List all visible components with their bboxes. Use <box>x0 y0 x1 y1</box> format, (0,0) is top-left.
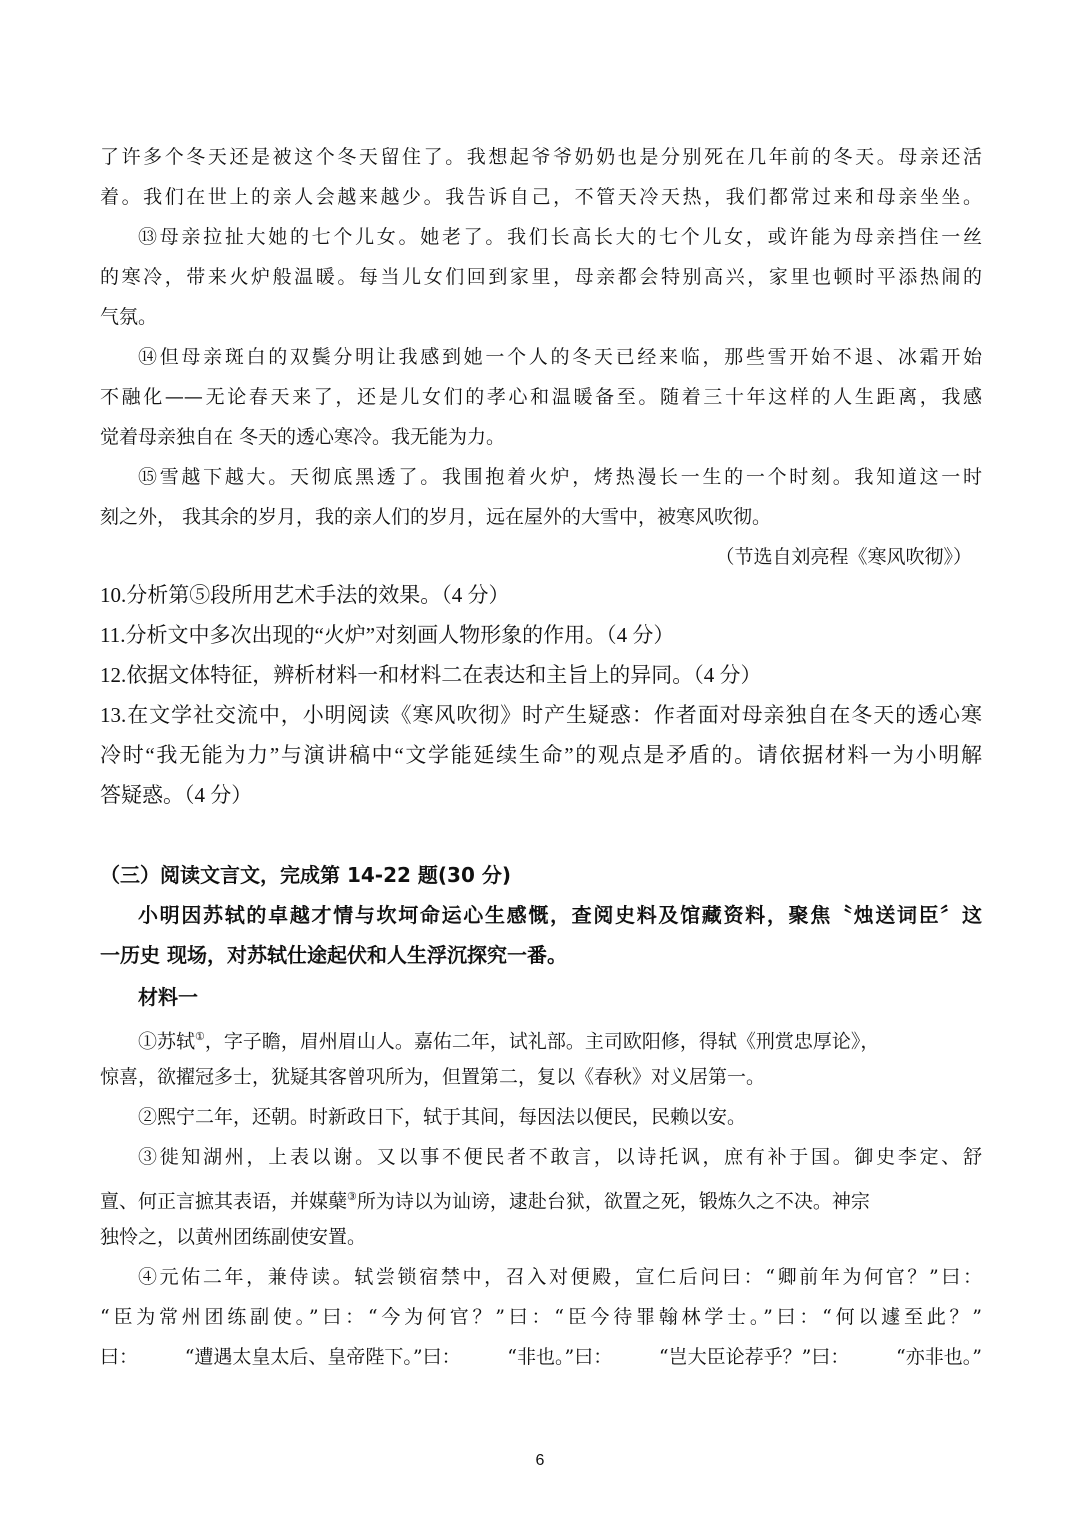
material-title: 材料一 <box>138 985 198 1009</box>
question-13-cont: 冷时“我无能为力”与演讲稿中“文学能延续生命”的观点是矛盾的。请依据材料一为小明解 <box>100 743 982 767</box>
question-10: 10.分析第⑤段所用艺术手法的效果。（4 分） <box>100 583 510 607</box>
classical-text: 亶、何正言摭其表语，并媒蘖 <box>100 1190 348 1213</box>
story-paragraph-14: ⑭但母亲斑白的双鬓分明让我感到她一个人的冬天已经来临，那些雪开始不退、冰霜开始 <box>138 346 982 368</box>
classical-text: 所为诗以为讪谤，逮赴台狱，欲置之死，锻炼久之不决。神宗 <box>356 1190 870 1213</box>
story-line: 的寒冷，带来火炉般温暖。每当儿女们回到家里，母亲都会特别高兴，家里也顿时平添热闹的 <box>100 266 982 288</box>
classical-paragraph-2: ②熙宁二年，还朝。时新政日下，轼于其间，每因法以便民，民赖以安。 <box>138 1106 747 1128</box>
dialogue-segment: “亦非也。” <box>896 1346 982 1368</box>
question-12: 12.依据文体特征，辨析材料一和材料二在表达和主旨上的异同。（4 分） <box>100 663 762 687</box>
question-11: 11.分析文中多次出现的“火炉”对刻画人物形象的作用。（4 分） <box>100 623 675 647</box>
story-source: （节选自刘亮程《寒风吹彻》） <box>715 546 972 568</box>
classical-paragraph-4: ④元佑二年，兼侍读。轼尝锁宿禁中，召入对便殿，宣仁后问曰：“卿前年为何官？”曰： <box>138 1266 982 1288</box>
question-13-cont: 答疑惑。（4 分） <box>100 783 253 807</box>
story-line: 不融化——无论春天来了，还是儿女们的孝心和温暖备至。随着三十年这样的人生距离，我感 <box>100 386 982 408</box>
dialogue-segment: 曰： <box>100 1346 139 1368</box>
story-line: 着。我们在世上的亲人会越来越少。我告诉自己，不管天冷天热，我们都常过来和母亲坐坐。 <box>100 186 982 208</box>
story-paragraph-13: ⑬母亲拉扯大她的七个儿女。她老了。我们长高长大的七个儿女，或许能为母亲挡住一丝 <box>138 226 982 248</box>
story-paragraph-15: ⑮雪越下越大。天彻底黑透了。我围抱着火炉，烤热漫长一生的一个时刻。我知道这一时 <box>138 466 982 488</box>
footnote-marker: ③ <box>347 1190 357 1203</box>
classical-text: ①苏轼 <box>138 1030 196 1053</box>
classical-paragraph-3: ③徙知湖州，上表以谢。又以事不便民者不敢言，以诗托讽，庶有补于国。御史李定、舒 <box>138 1146 982 1168</box>
page-number: 6 <box>535 1452 545 1469</box>
dialogue-segment: “岂大臣论荐乎？”曰： <box>658 1346 850 1368</box>
dialogue-segment: “非也。”曰： <box>507 1346 613 1368</box>
story-line: 气氛。 <box>100 306 158 328</box>
classical-text: ，字子瞻，眉州眉山人。嘉佑二年，试礼部。主司欧阳修，得轼《刑赏忠厚论》， <box>204 1030 880 1053</box>
classical-line: 惊喜，欲擢冠多士，犹疑其客曾巩所为，但置第二，复以《春秋》对义居第一。 <box>100 1066 766 1088</box>
story-line: 了许多个冬天还是被这个冬天留住了。我想起爷爷奶奶也是分别死在几年前的冬天。母亲还活 <box>100 146 982 168</box>
section-intro: 小明因苏轼的卓越才情与坎坷命运心生感慨，查阅史料及馆藏资料，聚焦〝烛送词臣〞这 <box>138 903 982 927</box>
dialogue-segment: “遭遇太皇太后、皇帝陛下。”曰： <box>184 1346 461 1368</box>
classical-line: “臣为常州团练副使。”曰：“今为何官？”曰：“臣今待罪翰林学士。”曰：“何以遽至此？” <box>100 1306 982 1328</box>
story-line: 刻之外， 我其余的岁月，我的亲人们的岁月，远在屋外的大雪中，被寒风吹彻。 <box>100 506 772 528</box>
question-13: 13.在文学社交流中，小明阅读《寒风吹彻》时产生疑惑：作者面对母亲独自在冬天的透心寒 <box>100 703 982 727</box>
classical-paragraph-1 <box>138 1024 982 1054</box>
section-heading: （三）阅读文言文，完成第 14-22 题(30 分) <box>100 863 511 887</box>
story-line: 觉着母亲独自在 冬天的透心寒冷。我无能为力。 <box>100 426 506 448</box>
classical-line <box>100 1344 982 1370</box>
classical-line: 独怜之，以黄州团练副使安置。 <box>100 1226 367 1248</box>
classical-line <box>100 1184 982 1214</box>
footnote-marker: ① <box>195 1030 205 1043</box>
section-intro: 一历史 现场，对苏轼仕途起伏和人生浮沉探究一番。 <box>100 943 567 967</box>
